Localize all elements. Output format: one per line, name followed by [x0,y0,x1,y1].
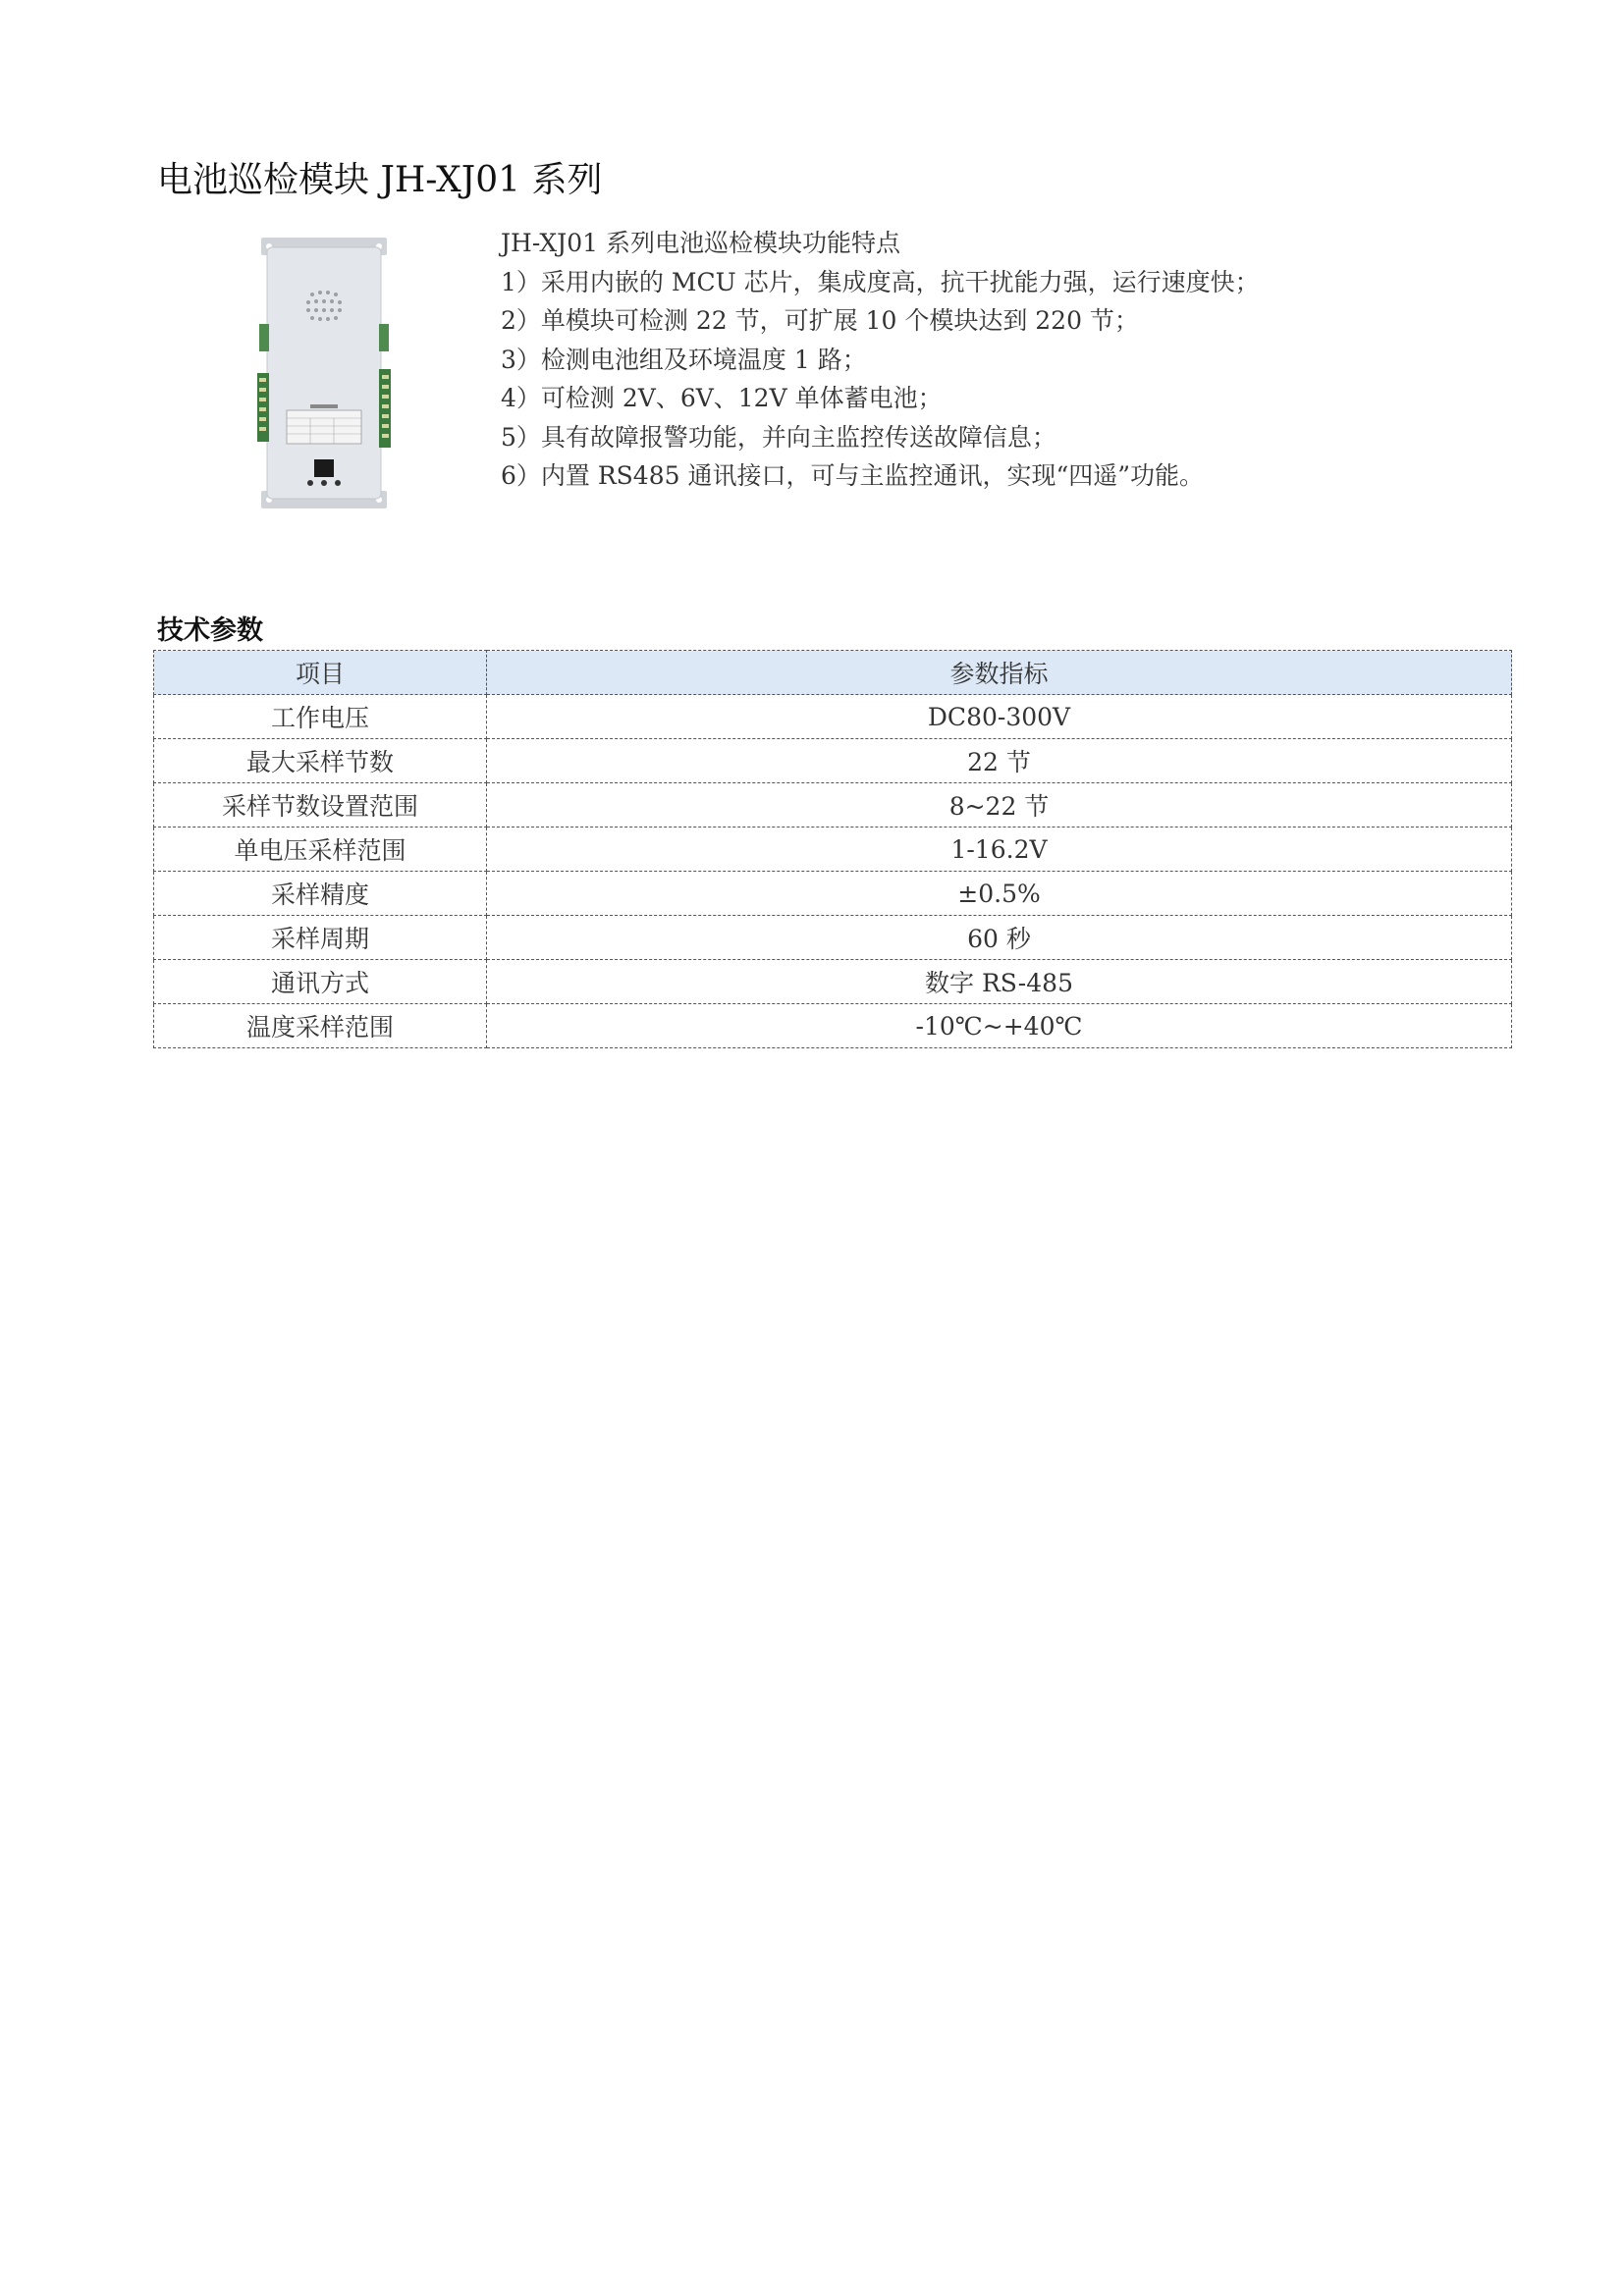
spec-value: 8~22 节 [487,783,1512,828]
table-row [154,960,1512,1004]
spec-item: 采样周期 [154,916,487,960]
table-row [154,739,1512,783]
table-row [154,916,1512,960]
table-row [154,783,1512,828]
spec-item: 通讯方式 [154,960,487,1004]
spec-item: 工作电压 [154,695,487,739]
feature-item: 3）检测电池组及环境温度 1 路； [501,345,867,374]
column-header: 参数指标 [487,651,1512,695]
spec-value: ±0.5% [487,872,1512,916]
spec-item: 采样精度 [154,872,487,916]
spec-table [153,650,1512,1048]
page-title: 电池巡检模块 JH-XJ01 系列 [157,160,603,200]
spec-value: DC80-300V [487,695,1512,739]
spec-item: 温度采样范围 [154,1004,487,1048]
table-row [154,828,1512,872]
table-row [154,1004,1512,1048]
column-header: 项目 [154,651,487,695]
table-header-row [154,651,1512,695]
table-row [154,872,1512,916]
spec-item: 最大采样节数 [154,739,487,783]
feature-item: 2）单模块可检测 22 节，可扩展 10 个模块达到 220 节； [501,306,1139,335]
feature-list [501,224,1384,496]
spec-value: 22 节 [487,739,1512,783]
feature-item: 1）采用内嵌的 MCU 芯片，集成度高，抗干扰能力强，运行速度快； [501,267,1260,296]
feature-item: 6）内置 RS485 通讯接口，可与主监控通讯，实现“四遥”功能。 [501,461,1205,490]
spec-value: 60 秒 [487,916,1512,960]
spec-value: 1-16.2V [487,828,1512,872]
feature-heading: JH-XJ01 系列电池巡检模块功能特点 [501,229,900,257]
product-image [255,236,393,510]
feature-item: 4）可检测 2V、6V、12V 单体蓄电池； [501,384,943,412]
spec-value: -10℃~+40℃ [487,1004,1512,1048]
spec-item: 采样节数设置范围 [154,783,487,828]
section-title: 技术参数 [157,615,263,646]
table-row [154,695,1512,739]
feature-item: 5）具有故障报警功能，并向主监控传送故障信息； [501,422,1056,452]
spec-value: 数字 RS-485 [487,960,1512,1004]
spec-item: 单电压采样范围 [154,828,487,872]
